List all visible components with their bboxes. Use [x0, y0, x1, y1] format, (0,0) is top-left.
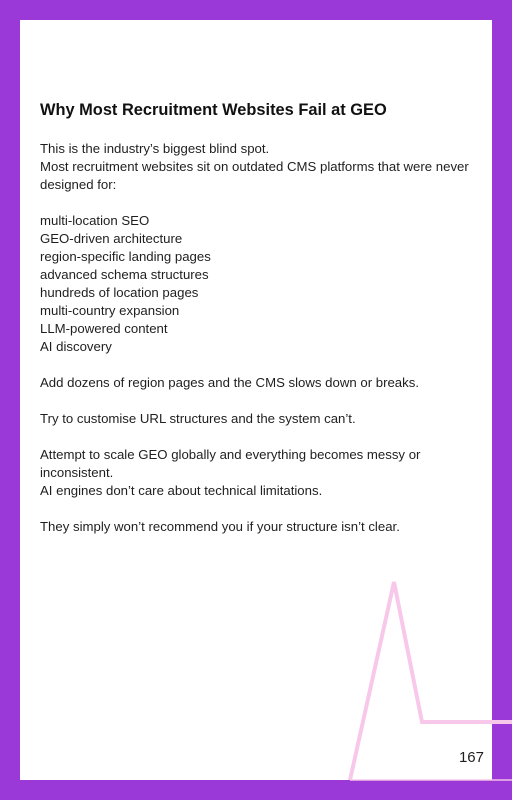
list-item: LLM-powered content — [40, 321, 168, 336]
paragraph-final: They simply won’t recommend you if your structure isn’t clear. — [40, 519, 400, 534]
list-item: multi-country expansion — [40, 303, 180, 318]
cms-limitations-list — [40, 212, 480, 356]
list-item: AI discovery — [40, 339, 112, 354]
document-page — [20, 20, 492, 780]
list-item: advanced schema structures — [40, 267, 209, 282]
paragraph-cms: Add dozens of region pages and the CMS slows down or breaks. — [40, 375, 419, 390]
paragraph-scale-line-1: Attempt to scale GEO globally and everything becomes messy or inconsistent. — [40, 447, 421, 480]
list-item: multi-location SEO — [40, 213, 150, 228]
list-item: GEO-driven architecture — [40, 231, 183, 246]
paragraph-scale-line-2: AI engines don’t care about technical limitations. — [40, 483, 323, 498]
section-heading: Why Most Recruitment Websites Fail at GEO — [40, 101, 387, 119]
intro-line-1: This is the industry’s biggest blind spot. — [40, 141, 270, 156]
list-item: hundreds of location pages — [40, 285, 199, 300]
paragraph-url: Try to customise URL structures and the system can’t. — [40, 411, 356, 426]
list-item: region-specific landing pages — [40, 249, 211, 264]
intro-line-2: Most recruitment websites sit on outdated CMS platforms that were never designed for: — [40, 159, 469, 192]
page-number: 167 — [458, 749, 484, 766]
page-content — [40, 100, 480, 536]
